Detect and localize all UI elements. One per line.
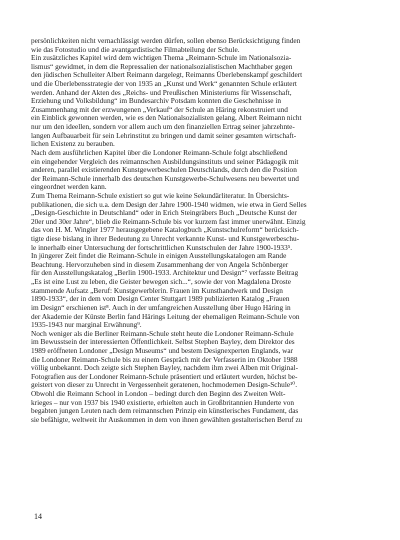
text-line: le innerhalb einer Untersuchung der fortschrittlichen Kunstschulen der Jahre 1900-1933⁵. — [31, 243, 293, 252]
text-line: wie das Fotostudio und die avantgardistische Filmabteilung der Schule. — [31, 45, 240, 54]
text-line: stammende Aufsatz „Beruf: Kunstgewerblerin. Frauen im Kunsthandwerk und Design — [31, 286, 283, 295]
text-line: „Es ist eine Lust zu leben, die Geister bewegen sich...“, sowie der von Magdalena Droste — [31, 278, 291, 287]
text-line: im Bewusstsein der interessierten Öffentlichkeit. Selbst Stephen Bayley, dem Direktor des — [31, 338, 295, 347]
text-line: begabten jungen Leuten nach dem reimannschen Prinzip ein künstlerisches Fundament, das — [31, 407, 299, 416]
text-line: werden. Anhand der Akten des „Reichs- und Preußischen Ministeriums für Wissenschaft, — [31, 88, 292, 97]
text-line: Zusammenhang mit der erzwungenen „Verkauf“ der Schule an Häring rekonstruiert und — [31, 105, 288, 114]
body-text — [31, 37, 365, 424]
text-line: sie befähigte, weltweit ihr Auskommen in dem von ihnen gewählten gestalterischen Beruf zu — [31, 415, 303, 424]
text-line: das von H. M. Wingler 1977 herausgegebene Katalogbuch „Kunstschulreform“ berücksich- — [31, 226, 299, 235]
text-line: Obwohl die Reimann School in London – bedingt durch den Beginn des Zweiten Welt- — [31, 389, 286, 398]
text-line: 1890-1933“, der in dem vom Design Center Stuttgart 1989 publizierten Katalog „Frauen — [31, 295, 290, 304]
text-line: 1989 eröffneten Londoner „Design Museums“ und bestem Designexperten Englands, war — [31, 346, 294, 355]
text-line: lichen Existenz zu berauben. — [31, 140, 115, 149]
text-line: und die Überlebensstrategie der von 1935 an „Kunst und Werk“ genannten Schule erläutert — [31, 80, 297, 89]
text-line: der Akademie der Künste Berlin fand Härings Leitung der ehemaligen Reimann-Schule von — [31, 312, 300, 321]
text-line: geistert von dieser zu Unrecht in Vergessenheit geratenen, hochmodernen Design-Schule¹⁰. — [31, 381, 298, 390]
text-line: Erziehung und Volksbildung“ im Bundesarchiv Potsdam konnten die Geschehnisse in — [31, 97, 282, 106]
text-line: Nach dem ausführlichen Kapitel über die Londoner Reimann-Schule folgt abschließend — [31, 148, 288, 157]
text-line: Fotografien aus der Londoner Reimann-Schule präsentiert und erläutert wurden, höchst be- — [31, 372, 298, 381]
text-line: ein eingehender Vergleich des reimannschen Ausbildungsinstituts und seiner Pädagogik mit — [31, 157, 299, 166]
text-line: ein Einblick gewonnen werden, wie es den Nationalsozialisten gelang, Albert Reimann nicht — [31, 114, 302, 123]
text-line: für den Ausstellungskatalog „Berlin 1900-1933. Architektur und Design“⁷ verfasste Beitrag — [31, 269, 299, 278]
text-line: eingeordnet werden kann. — [31, 183, 107, 192]
text-line: krieges – nur von 1937 bis 1940 existierte, erhielten auch in Großbritannien Hunderte von — [31, 398, 295, 407]
text-line: publikationen, die sich u.a. dem Design der Jahre 1900-1940 widmen, wie etwa in Gerd Selles — [31, 200, 307, 209]
text-line: im Design“ erschienen ist⁸. Auch in der umfangreichen Ausstellung über Hugo Häring in — [31, 303, 291, 312]
text-line: anderen, parallel existierenden Kunstgewerbeschulen Deutschlands, durch den die Position — [31, 166, 297, 175]
text-line: In jüngerer Zeit findet die Reimann-Schule in einigen Ausstellungskatalogen am Rande — [31, 252, 287, 261]
text-line: tigte diese bislang in ihrer Bedeutung zu Unrecht verkannte Kunst- und Kunstgewerbeschu- — [31, 235, 300, 244]
text-line: nur um den ideellen, sondern vor allem auch um den finanziellen Ertrag seiner jahrzehnte- — [31, 123, 295, 132]
text-line: „Design-Geschichte in Deutschland“ oder in Erich Steingräbers Buch „Deutsche Kunst der — [31, 209, 297, 218]
text-line: der Reimann-Schule innerhalb des deutschen Kunstgewerbe-Schulwesens neu bewertet und — [31, 174, 299, 183]
text-line: die Londoner Reimann-Schule bis zu einem Gespräch mit der Verfasserin im Oktober 1988 — [31, 355, 298, 364]
text-line: Zum Thema Reimann-Schule existiert so gut wie keine Sekundärliteratur. In Übersichts- — [31, 191, 290, 200]
text-line: 20er und 30er Jahre“, blieb die Reimann-Schule bis vor kurzem fast immer unerwähnt. Einzig — [31, 217, 306, 226]
text-line: den jüdischen Schulleiter Albert Reimann dargelegt, Reimanns Überlebenskampf geschildert — [31, 71, 303, 80]
page-number: 14 — [34, 512, 42, 521]
text-line: 1935-1943 nur marginal Erwähnung⁹. — [31, 321, 142, 330]
text-line: Noch weniger als die Berliner Reimann-Schule steht heute die Londoner Reimann-Schule — [31, 329, 294, 338]
text-line: Ein zusätzliches Kapitel wird dem wichtigen Thema „Reimann-Schule im Nationalsozia- — [31, 54, 292, 63]
text-line: Beachtung. Hervorzuheben sind in diesem Zusammenhang der von Angela Schönberger — [31, 260, 289, 269]
text-line: persönlichkeiten nicht vernachlässigt werden dürfen, sollen ebenso Berücksichtigung finden — [31, 37, 301, 45]
text-line: lismus“ gewidmet, in dem die Repressalien der nationalsozialistischen Machthaber gegen — [31, 62, 293, 71]
text-line: völlig unbekannt. Doch zeigte sich Stephen Bayley, nachdem ihm zwei Alben mit Original- — [31, 364, 299, 373]
text-line: langen Aufbauarbeit für sein Lehrinstitut zu bringen und damit seiner gesamten wirtschaft- — [31, 131, 297, 140]
